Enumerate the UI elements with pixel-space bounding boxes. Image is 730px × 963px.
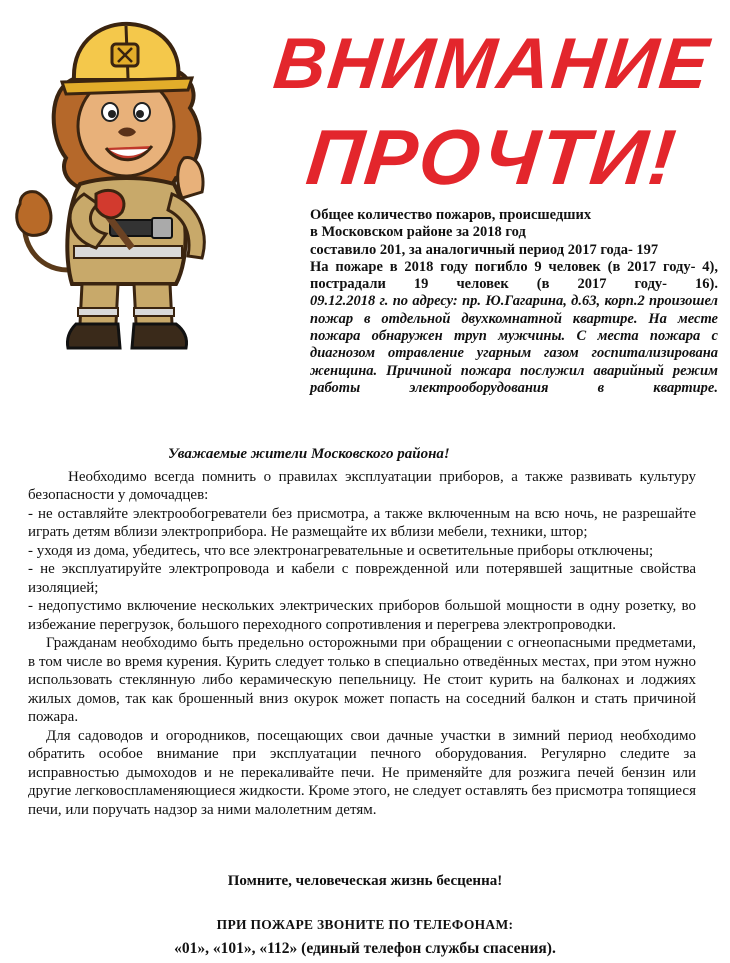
headline-attention: ВНИМАНИЕ bbox=[270, 24, 714, 104]
gardeners-paragraph: Для садоводов и огородников, посещающих свои дачные участки в зимний период необходимо обратить особое внимание при эксплуатации печного оборудования. Регулярно следите за исправностью дымоходов и не перекаливайте печи. Не применяйте для розжига печей бензин или другие легковоспламеняющиеся жидкости. Кроме этого, не следует оставлять без присмотра топящиеся печи, или поручать надзор за ними малолетним детям. bbox=[28, 727, 696, 818]
smoking-paragraph: Гражданам необходимо быть предельно осторожными при обращении с огнеопасными предметами, в том числе во время курения. Курить следует только в специально отведённых местах, при этом нужно использовать стеклянную либо керамическую пепельницу. Не стоит курить на балконах и лоджиях жилых домов, так как брошенный вниз окурок может попасть на соседний балкон и стать причиной пожара. bbox=[28, 635, 696, 725]
emergency-phone-numbers: «01», «101», «112» (единый телефон службы спасения). bbox=[174, 940, 556, 957]
reminder: Помните, человеческая жизнь бесценна! bbox=[227, 873, 503, 889]
intro-paragraph: Необходимо всегда помнить о правилах эксплуатации приборов, а также развивать культуру безопасности у домочадцев: bbox=[28, 468, 696, 503]
rule-damaged-wiring: - не эксплуатируйте электропровода и кабели с поврежденной или потерявшей защитные свойства изоляцией; bbox=[28, 561, 696, 596]
stats-line-4: На пожаре в 2018 году погибло 9 человек (в 2017 году- 4), пострадали 19 человек (в 2017 году- 16). bbox=[310, 258, 718, 293]
rule-overload: - недопустимо включение нескольких электрических приборов большой мощности в одну розетку, во избежание перегрузок, большого переходного сопротивления и перегрева электропроводки. bbox=[28, 598, 696, 633]
stats-line-3: составило 201, за аналогичный период 2017 года- 197 bbox=[310, 241, 659, 258]
rule-leaving-home: - уходя из дома, убедитесь, что все электронагревательные и осветительные приборы отключены; bbox=[28, 542, 654, 559]
emergency-call-title: ПРИ ПОЖАРЕ ЗВОНИТЕ ПО ТЕЛЕФОНАМ: bbox=[216, 917, 514, 932]
firefighter-lion-mascot-icon bbox=[6, 8, 242, 356]
safety-instructions bbox=[28, 445, 696, 819]
stats-line-1: Общее количество пожаров, происшедших bbox=[310, 207, 592, 223]
incident-description: 09.12.2018 г. по адресу: пр. Ю.Гагарина, д.63, корп.2 произошел пожар в отдельной двухкомнатной квартире. На месте пожара обнаружен труп мужчины. С места пожара с диагнозом отравление угарным газом госпитализирована женщина. Причиной пожара послужил аварийный режим работы электрооборудования в квартире. bbox=[310, 293, 718, 396]
fire-statistics-block bbox=[310, 207, 718, 397]
rule-heaters: - не оставляйте электрообогреватели без присмотра, а также включенным на всю ночь, не разрешайте играть детям вблизи электроприбора. Не размещайте их вблизи мебели, техники, штор; bbox=[28, 505, 696, 540]
headline-read: ПРОЧТИ! bbox=[302, 113, 682, 201]
greeting: Уважаемые жители Московского района! bbox=[168, 446, 450, 462]
stats-line-2: в Московском районе за 2018 год bbox=[310, 224, 526, 241]
